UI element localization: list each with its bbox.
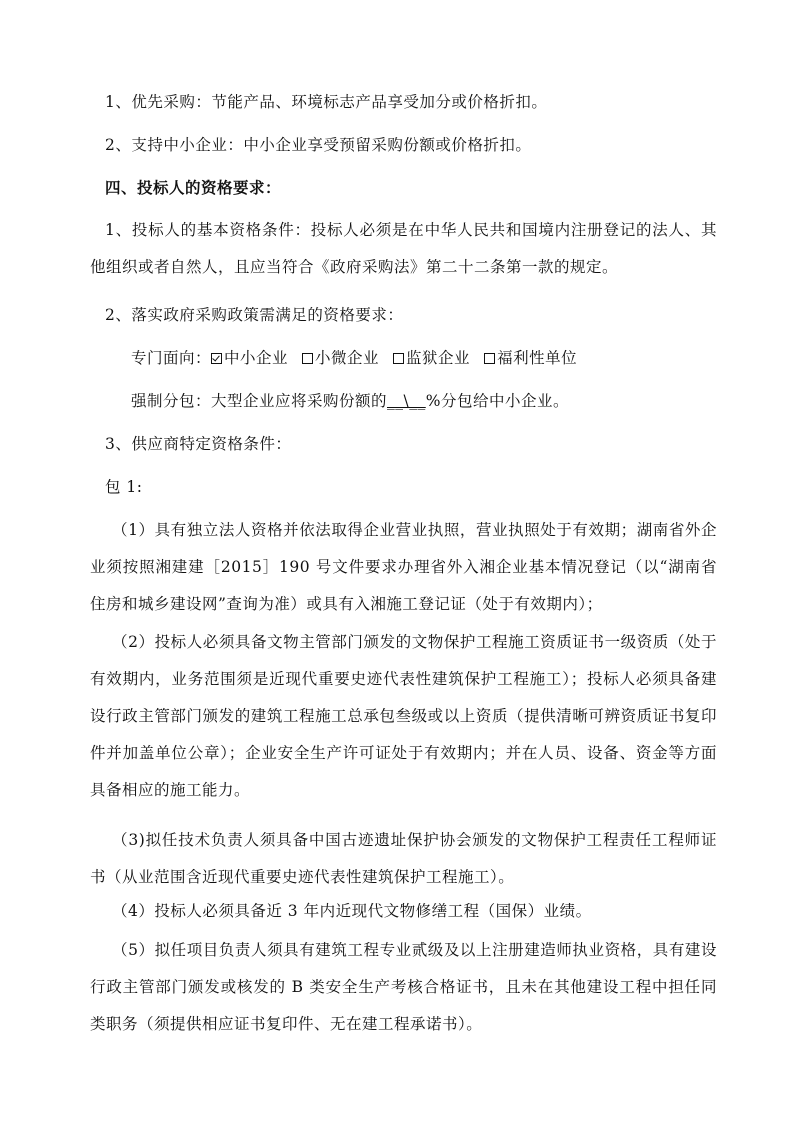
option-sme[interactable] [211,349,288,367]
requirement-3: 3、供应商特定资格条件： [105,435,292,453]
option-label: 小微企业 [315,349,380,367]
section-heading-4: 四、投标人的资格要求： [105,179,282,197]
requirement-2: 2、落实政府采购政策需满足的资格要求： [105,306,404,324]
condition-4: （4）投标人必须具备近 3 年内近现代文物修缮工程（国保）业绩。 [112,902,592,920]
policy-item-1: 1、优先采购：节能产品、环境标志产品享受加分或价格折扣。 [105,93,548,111]
package-label: 包 1: [105,478,143,496]
option-label: 监狱企业 [406,349,471,367]
special-target-row [131,340,758,377]
option-prison[interactable] [393,349,470,367]
condition-1: （1）具有独立法人资格并依法取得企业营业执照，营业执照处于有效期；湖南省外企业须按照湘建建［2015］190 号文件要求办理省外入湘企业基本情况登记（以“湖南省住房和城乡建设网”查询为准）或具有入湘施工登记证（处于有效期内）； [90,521,717,613]
checkbox-unchecked-icon[interactable] [484,353,495,364]
option-label: 福利性单位 [497,349,578,367]
special-target-label: 专门面向： [131,349,212,367]
option-welfare[interactable] [484,349,577,367]
requirement-1: 1、投标人的基本资格条件：投标人必须是在中华人民共和国境内注册登记的法人、其他组织或者自然人，且应当符合《政府采购法》第二十二条第一款的规定。 [90,221,717,276]
subcontract-percent-blank: __\__ [387,392,426,410]
checkbox-checked-icon[interactable] [211,353,222,364]
subcontract-suffix: %分包给中小企业。 [425,392,569,410]
condition-3: （3)拟任技术负责人须具备中国古迹遗址保护协会颁发的文物保护工程责任工程师证书（从业范围含近现代重要史迹代表性建筑保护工程施工）。 [90,831,717,886]
option-micro[interactable] [302,349,379,367]
subcontract-row [131,383,758,420]
subcontract-prefix: 强制分包：大型企业应将采购份额的 [131,392,388,410]
condition-2: （2）投标人必须具备文物主管部门颁发的文物保护工程施工资质证书一级资质（处于有效期内，业务范围须是近现代重要史迹代表性建筑保护工程施工）；投标人必须具备建设行政主管部门颁发的建筑工程施工总承包叁级或以上资质（提供清晰可辨资质证书复印件并加盖单位公章）；企业安全生产许可证处于有效期内；并在人员、设备、资金等方面具备相应的施工能力。 [90,633,717,799]
condition-5: （5）拟任项目负责人须具有建筑工程专业贰级及以上注册建造师执业资格，具有建设行政主管部门颁发或核发的 B 类安全生产考核合格证书，且未在其他建设工程中担任同类职务（须提供相应证书复印件、无在建工程承诺书）。 [90,941,717,1033]
policy-item-2: 2、支持中小企业：中小企业享受预留采购份额或价格折扣。 [105,136,532,154]
option-label: 中小企业 [224,349,289,367]
checkbox-unchecked-icon[interactable] [393,353,404,364]
checkbox-unchecked-icon[interactable] [302,353,313,364]
